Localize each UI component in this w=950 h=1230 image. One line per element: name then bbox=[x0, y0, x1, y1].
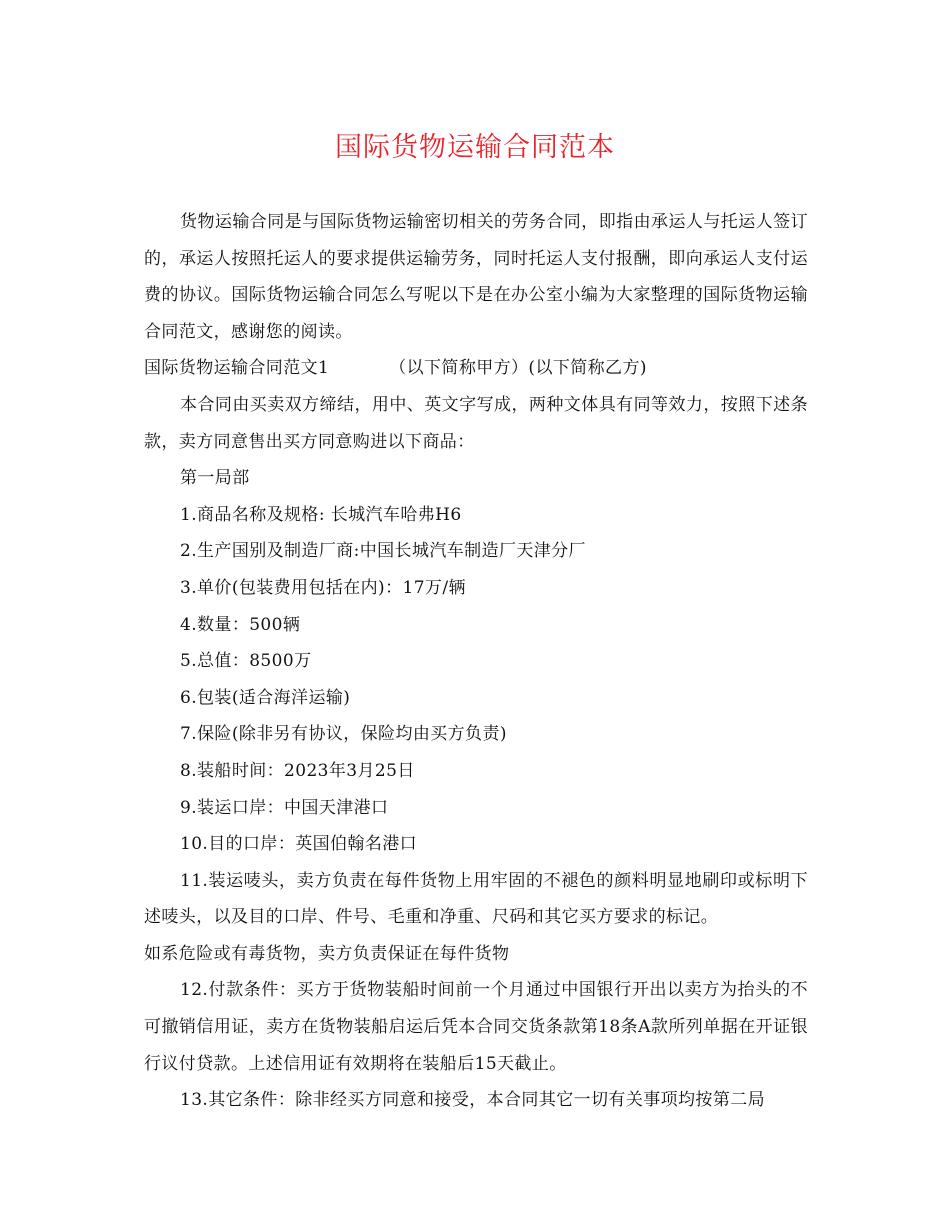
list-item: 6.包装(适合海洋运输) bbox=[180, 687, 351, 708]
clause-13: 13.其它条件：除非经买方同意和接受，本合同其它一切有关事项均按第二局 bbox=[180, 1090, 766, 1111]
sample-heading-line bbox=[144, 350, 808, 387]
list-item: 4.数量：500辆 bbox=[180, 614, 301, 635]
list-item: 7.保险(除非另有协议，保险均由买方负责) bbox=[180, 724, 507, 745]
list-item: 1.商品名称及规格: 长城汽车哈弗H6 bbox=[180, 504, 462, 525]
intro-paragraph: 货物运输合同是与国际货物运输密切相关的劳务合同，即指由承运人与托运人签订的，承运人按照托运人的要求提供运输劳务，同时托运人支付报酬，即向承运人支付运费的协议。国际货物运输合同怎么写呢以下是在办公室小编为大家整理的国际货物运输合同范文，感谢您的阅读。 bbox=[144, 212, 808, 342]
clause-12: 12.付款条件：买方于货物装船时间前一个月通过中国银行开出以卖方为抬头的不可撤销信用证，卖方在货物装船启运后凭本合同交货条款第18条A款所列单据在开证银行议付贷款。上述信用证有效期将在装船后15天截止。 bbox=[144, 980, 808, 1074]
document-title: 国际货物运输合同范本 bbox=[335, 132, 615, 163]
clause-11: 11.装运唛头，卖方负责在每件货物上用牢固的不褪色的颜料明显地刷印或标明下述唛头，以及目的口岸、件号、毛重和净重、尺码和其它买方要求的标记。 bbox=[144, 870, 808, 928]
list-item: 2.生产国别及制造厂商:中国长城汽车制造厂天津分厂 bbox=[180, 541, 586, 562]
list-item: 10.目的口岸：英国伯翰名港口 bbox=[180, 834, 418, 855]
list-item: 5.总值：8500万 bbox=[180, 651, 312, 672]
clause-11-continued: 如系危险或有毒货物，卖方负责保证在每件货物 bbox=[144, 943, 510, 964]
preamble-paragraph: 本合同由买卖双方缔结，用中、英文字写成，两种文体具有同等效力，按照下述条款，卖方同意售出买方同意购进以下商品： bbox=[144, 394, 808, 452]
section-heading: 第一局部 bbox=[180, 468, 250, 489]
list-item: 9.装运口岸：中国天津港口 bbox=[180, 797, 389, 818]
list-item: 3.单价(包装费用包括在内)：17万/辆 bbox=[180, 577, 466, 598]
document-body bbox=[144, 204, 808, 1119]
parties-note: （以下简称甲方）(以下简称乙方) bbox=[389, 358, 647, 379]
sample-heading: 国际货物运输合同范文1 bbox=[144, 358, 330, 379]
list-item: 8.装船时间：2023年3月25日 bbox=[180, 760, 415, 781]
